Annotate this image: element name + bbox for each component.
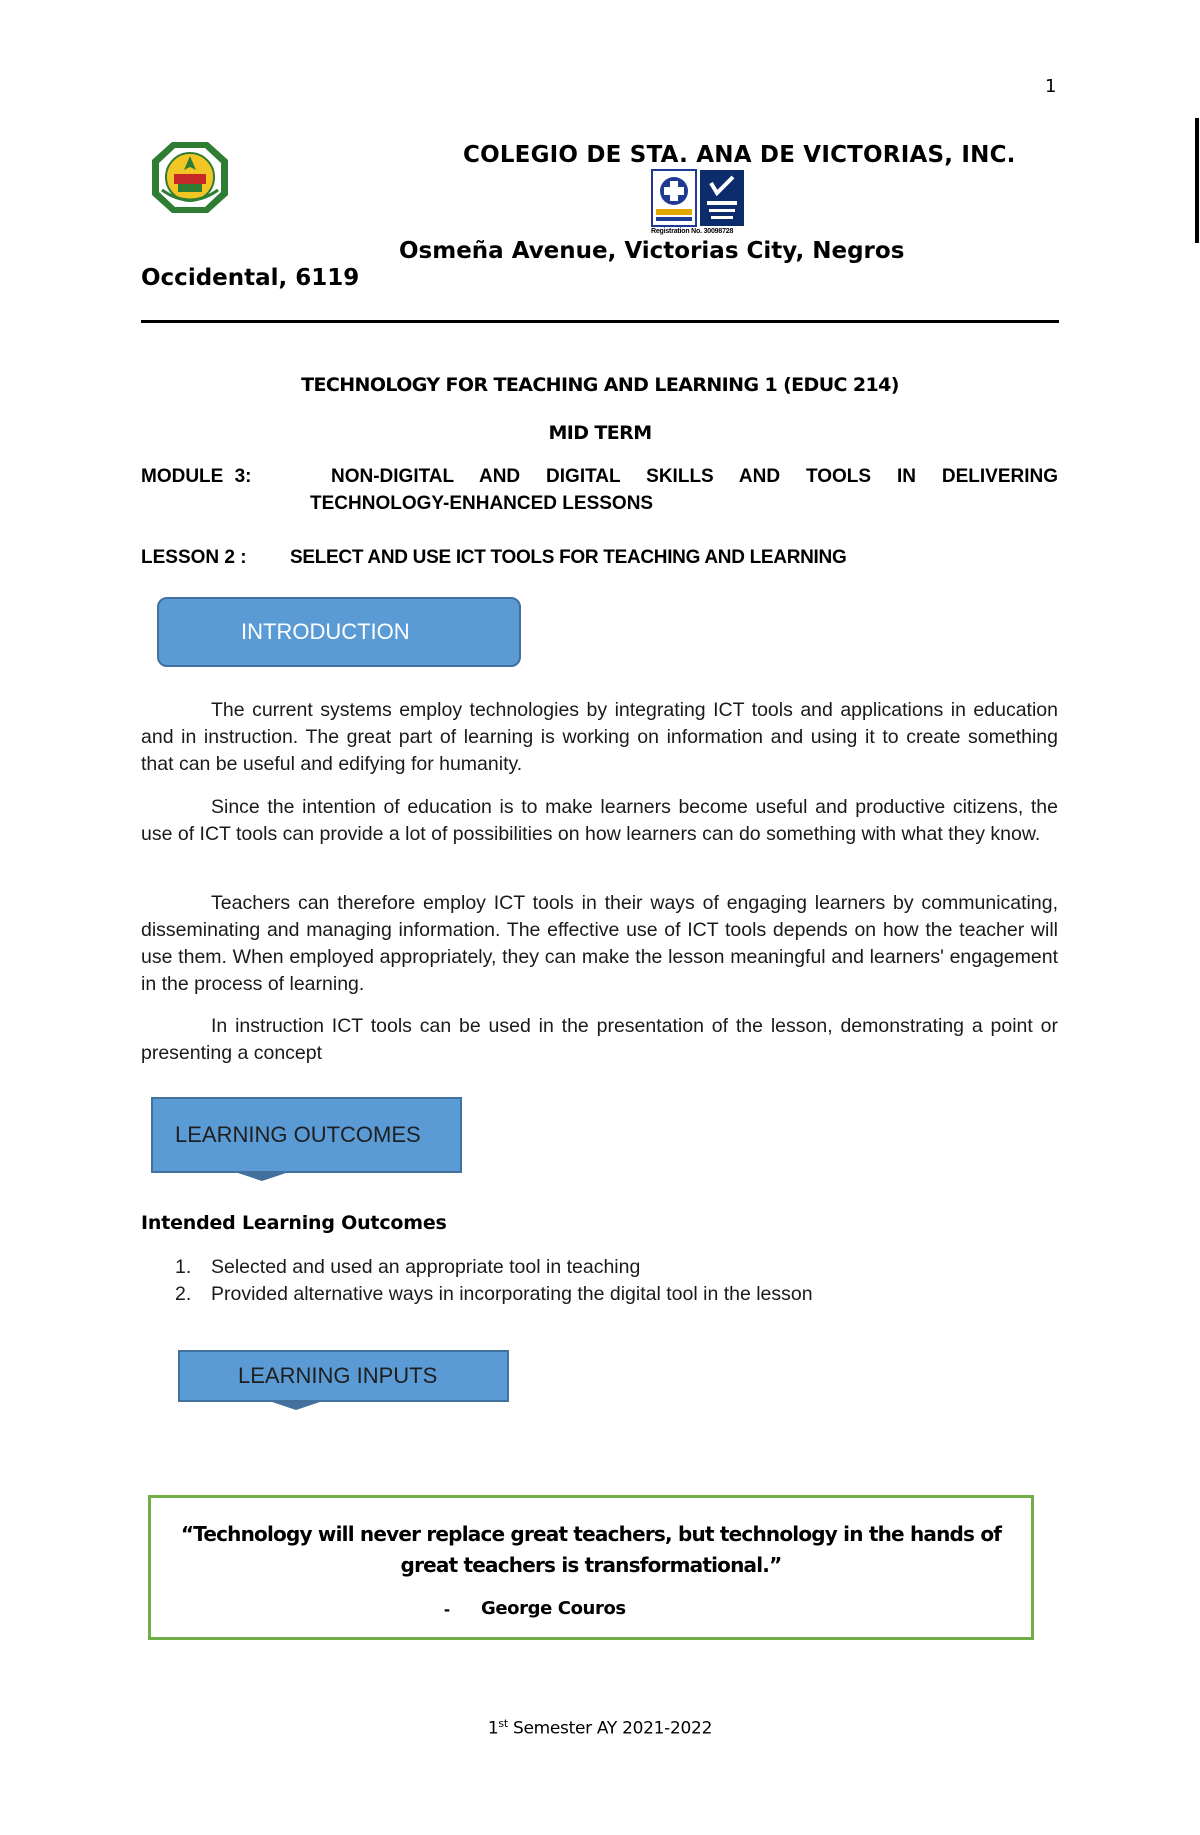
learning-inputs-banner (178, 1350, 509, 1402)
learning-outcomes-banner (151, 1097, 462, 1173)
module-title-line-1: NON-DIGITAL AND DIGITAL SKILLS AND TOOLS IN DELIVERING (331, 466, 1058, 487)
page-edge-mark (1195, 118, 1199, 243)
list-item: 1. Selected and used an appropriate tool in teaching (175, 1256, 641, 1278)
introduction-banner (157, 597, 521, 667)
header-divider (141, 320, 1059, 323)
quote-author: George Couros (481, 1598, 626, 1619)
intro-paragraph: The current systems employ technologies by integrating ICT tools and applications in education and in instruction. The great part of learning is working on information and using it to create something that can be useful and edifying for humanity. (141, 699, 1058, 775)
page-number: 1 (1045, 76, 1057, 97)
module-label: MODULE 3: (141, 466, 252, 487)
quote-dash: - (444, 1599, 450, 1619)
intro-paragraph: Since the intention of education is to make learners become useful and productive citizens, the use of ICT tools can provide a lot of possibilities on how learners can do something with what they know. (141, 796, 1058, 845)
footer-semester: 1st Semester AY 2021-2022 (487, 1717, 713, 1739)
school-logo-icon (150, 140, 230, 215)
outcomes-list (175, 1254, 813, 1308)
iso-certification-icon (651, 169, 745, 235)
outcomes-heading: Intended Learning Outcomes (141, 1212, 447, 1234)
school-address-line-2: Occidental, 6119 (141, 265, 360, 291)
quote-text: “Technology will never replace great teachers, but technology in the hands of great teachers is transformational.” (180, 1522, 1002, 1577)
learning-inputs-banner-label: LEARNING INPUTS (238, 1363, 438, 1388)
school-name: COLEGIO DE STA. ANA DE VICTORIAS, INC. (463, 142, 1016, 168)
learning-outcomes-banner-label: LEARNING OUTCOMES (175, 1122, 421, 1147)
school-address-line-1: Osmeña Avenue, Victorias City, Negros (399, 238, 905, 264)
list-item: 2. Provided alternative ways in incorporating the digital tool in the lesson (175, 1283, 813, 1305)
module-title-line-2: TECHNOLOGY-ENHANCED LESSONS (310, 493, 654, 514)
term-label: MID TERM (548, 422, 652, 444)
course-title: TECHNOLOGY FOR TEACHING AND LEARNING 1 (EDUC 214) (301, 374, 899, 396)
intro-paragraph: Teachers can therefore employ ICT tools in their ways of engaging learners by communicating, disseminating and managing information. The effective use of ICT tools depends on how the teacher will use them. When employed appropriately, they can make the lesson meaningful and learners' engagement in the process of learning. (141, 892, 1058, 995)
lesson-title: SELECT AND USE ICT TOOLS FOR TEACHING AND LEARNING (290, 547, 847, 568)
banner-pointer-icon (272, 1402, 320, 1410)
intro-paragraph: In instruction ICT tools can be used in the presentation of the lesson, demonstrating a point or presenting a concept (141, 1015, 1058, 1064)
iso-registration-number: Registration No. 30098728 (651, 228, 734, 235)
introduction-banner-label: INTRODUCTION (241, 619, 410, 644)
lesson-label: LESSON 2 : (141, 547, 247, 568)
banner-pointer-icon (238, 1173, 286, 1181)
